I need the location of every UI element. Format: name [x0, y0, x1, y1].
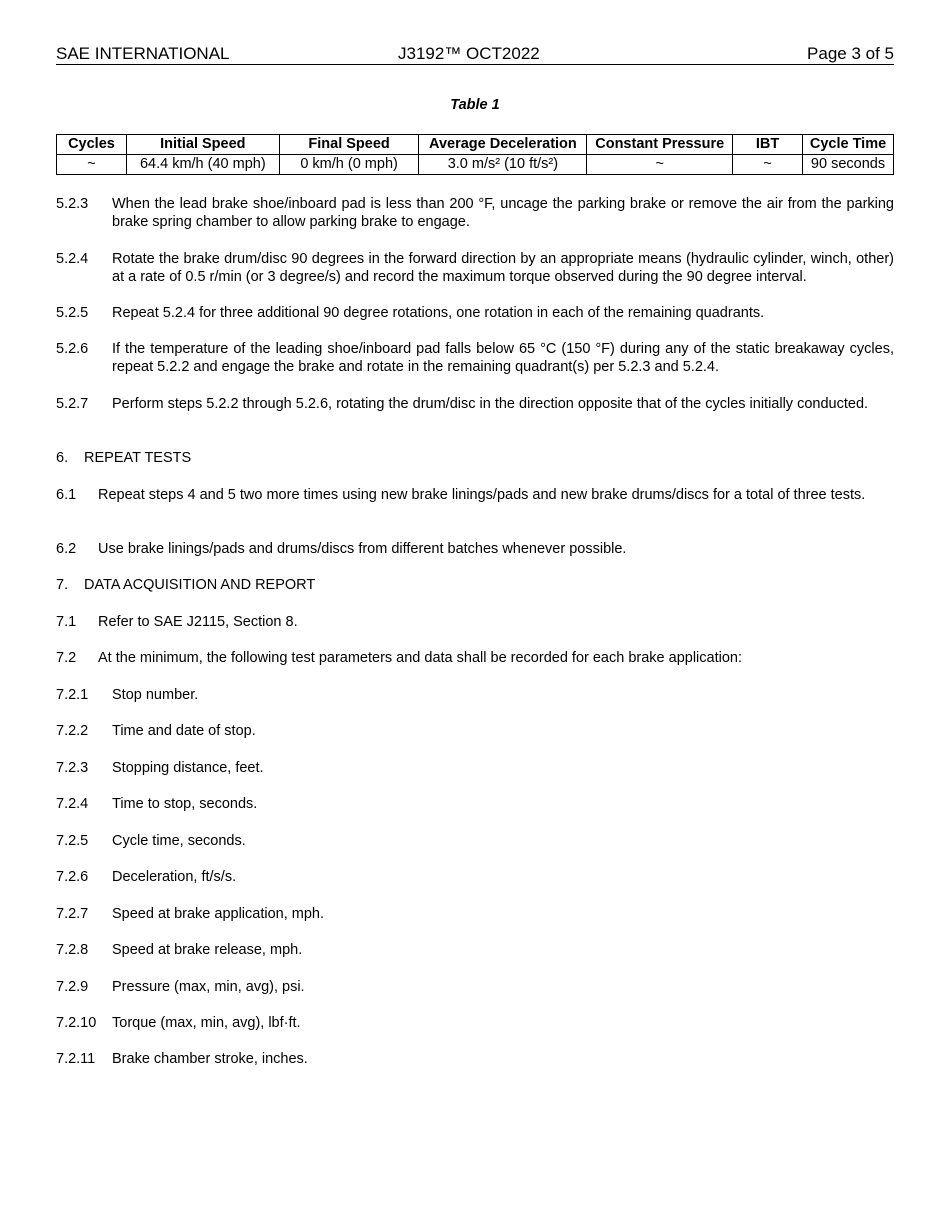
- section-number: 5.2.6: [56, 341, 89, 357]
- section-number: 7.: [56, 577, 69, 593]
- list-item: [56, 868, 894, 886]
- section-number: 7.1: [56, 614, 77, 630]
- paragraph-6-2: [56, 540, 894, 558]
- list-item: [56, 1050, 894, 1068]
- list-item-text: Speed at brake release, mph.: [112, 942, 303, 958]
- table-cell: 0 km/h (0 mph): [279, 155, 419, 175]
- list-item: [56, 722, 894, 740]
- table-title: Table 1: [450, 97, 500, 113]
- list-item-text: Cycle time, seconds.: [112, 833, 246, 849]
- table-cell: ~: [587, 155, 733, 175]
- section-number: 7.2.10: [56, 1015, 97, 1031]
- paragraph-text: Refer to SAE J2115, Section 8.: [98, 614, 298, 630]
- paragraph-text: Repeat 5.2.4 for three additional 90 degree rotations, one rotation in each of the remaining quadrants.: [112, 305, 765, 321]
- list-item-text: Speed at brake application, mph.: [112, 906, 324, 922]
- paragraph-5-2-6: [56, 340, 894, 376]
- table-cell: 64.4 km/h (40 mph): [126, 155, 279, 175]
- list-item: [56, 832, 894, 850]
- list-item: [56, 759, 894, 777]
- list-item: [56, 795, 894, 813]
- list-item-text: Brake chamber stroke, inches.: [112, 1051, 308, 1067]
- paragraph-text: Use brake linings/pads and drums/discs from different batches whenever possible.: [98, 541, 627, 557]
- section-number: 7.2.4: [56, 796, 89, 812]
- paragraph-text: At the minimum, the following test parameters and data shall be recorded for each brake application:: [98, 650, 742, 666]
- section-number: 7.2.9: [56, 979, 89, 995]
- table-header-cell: Final Speed: [279, 135, 419, 155]
- section-number: 7.2.11: [56, 1051, 96, 1067]
- page-header: [56, 44, 894, 65]
- paragraph-7-2: [56, 649, 894, 667]
- section-number: 7.2.8: [56, 942, 89, 958]
- paragraph-5-2-5: [56, 304, 894, 322]
- section-number: 5.2.4: [56, 251, 89, 267]
- list-item: [56, 905, 894, 923]
- list-item-text: Pressure (max, min, avg), psi.: [112, 979, 305, 995]
- section-number: 7.2.7: [56, 906, 89, 922]
- paragraph-text: Rotate the brake drum/disc 90 degrees in the forward direction by an appropriate means (hydraulic cylinder, winch, other) at a rate of 0.5 r/min (or 3 degree/s) and record the maximum torque observed during the 90 degree interval.: [112, 251, 894, 285]
- table-header-row: [57, 135, 894, 155]
- paragraph-text: Perform steps 5.2.2 through 5.2.6, rotating the drum/disc in the direction opposite that of the cycles initially conducted.: [112, 396, 869, 412]
- list-item-text: Deceleration, ft/s/s.: [112, 869, 237, 885]
- section-number: 5.2.5: [56, 305, 89, 321]
- table-cell: 90 seconds: [803, 155, 894, 175]
- paragraph-5-2-3: [56, 195, 894, 231]
- section-number: 7.2.6: [56, 869, 89, 885]
- list-item: [56, 1014, 894, 1032]
- list-item-text: Time to stop, seconds.: [112, 796, 258, 812]
- header-document-id: J3192™ OCT2022: [398, 44, 540, 63]
- table-header-cell: IBT: [733, 135, 803, 155]
- table-header-cell: Initial Speed: [126, 135, 279, 155]
- paragraph-text: Repeat steps 4 and 5 two more times using new brake linings/pads and new brake drums/discs for a total of three tests.: [98, 487, 866, 503]
- paragraph-text: When the lead brake shoe/inboard pad is less than 200 °F, uncage the parking brake or remove the air from the parking brake spring chamber to allow parking brake to engage.: [112, 196, 894, 230]
- section-heading-text: DATA ACQUISITION AND REPORT: [84, 577, 316, 593]
- list-item-text: Time and date of stop.: [112, 723, 256, 739]
- section-number: 7.2.5: [56, 833, 89, 849]
- paragraph-6-1: [56, 486, 894, 504]
- table-cell: 3.0 m/s² (10 ft/s²): [419, 155, 587, 175]
- paragraph-7-1: [56, 613, 894, 631]
- section-number: 6.: [56, 450, 69, 466]
- table-cell: ~: [733, 155, 803, 175]
- list-item-text: Stopping distance, feet.: [112, 760, 264, 776]
- section-number: 7.2.3: [56, 760, 89, 776]
- section-heading-7: [56, 576, 894, 594]
- test-cycle-table: [56, 134, 894, 175]
- section-number: 6.1: [56, 487, 77, 503]
- list-item-text: Stop number.: [112, 687, 199, 703]
- list-item-text: Torque (max, min, avg), lbf·ft.: [112, 1015, 301, 1031]
- section-number: 7.2.2: [56, 723, 89, 739]
- section-number: 6.2: [56, 541, 77, 557]
- section-heading-6: [56, 449, 894, 467]
- paragraph-5-2-4: [56, 250, 894, 286]
- table-header-cell: Average Deceleration: [419, 135, 587, 155]
- paragraph-5-2-7: [56, 395, 894, 413]
- table-header-cell: Cycle Time: [803, 135, 894, 155]
- header-organization: SAE INTERNATIONAL: [56, 44, 230, 63]
- list-item: [56, 941, 894, 959]
- header-page-number: Page 3 of 5: [807, 44, 894, 63]
- section-heading-text: REPEAT TESTS: [84, 450, 192, 466]
- list-item: [56, 978, 894, 996]
- table-header-cell: Constant Pressure: [587, 135, 733, 155]
- paragraph-text: If the temperature of the leading shoe/inboard pad falls below 65 °C (150 °F) during any of the static breakaway cycles, repeat 5.2.2 and engage the brake and rotate in the remaining quadrant(s) per 5.2.3 and 5.2.4.: [112, 341, 894, 375]
- section-number: 7.2: [56, 650, 77, 666]
- list-item: [56, 686, 894, 704]
- table-row: [57, 155, 894, 175]
- table-header-cell: Cycles: [57, 135, 127, 155]
- section-number: 5.2.7: [56, 396, 89, 412]
- section-number: 5.2.3: [56, 196, 89, 212]
- table-cell: ~: [57, 155, 127, 175]
- section-number: 7.2.1: [56, 687, 89, 703]
